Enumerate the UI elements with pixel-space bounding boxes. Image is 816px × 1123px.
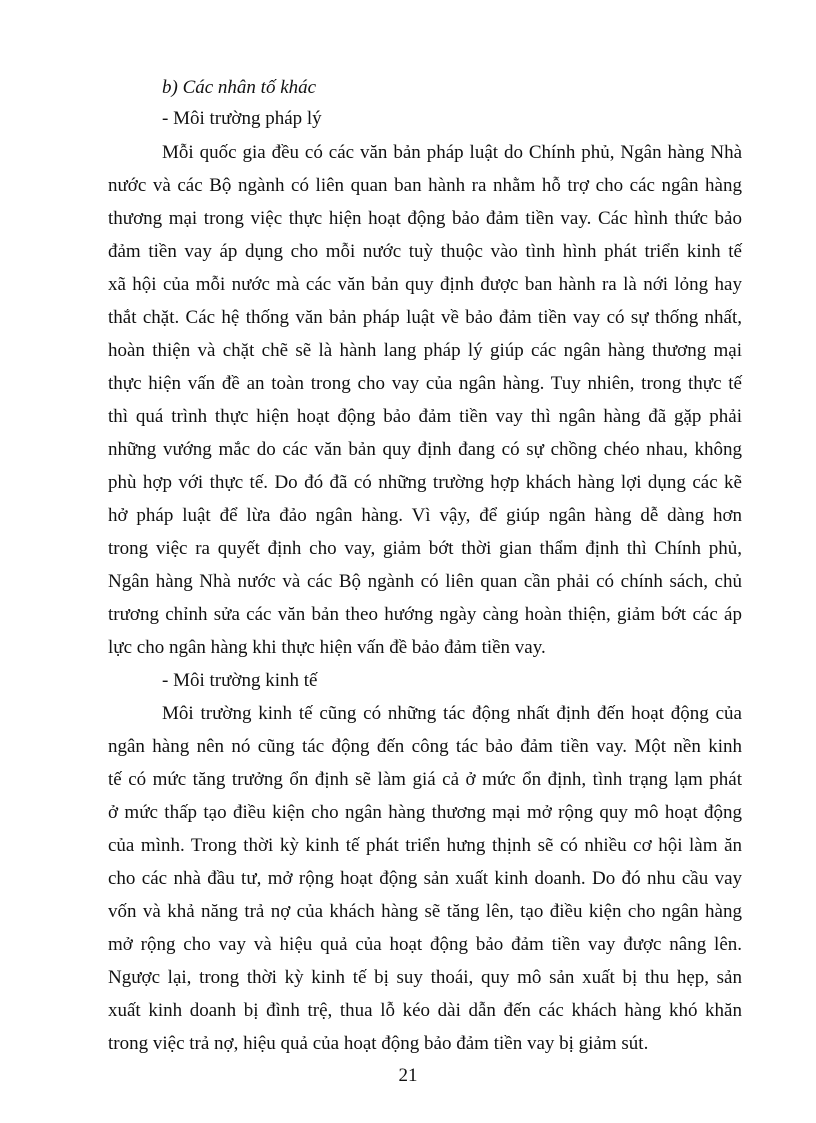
paragraph-line: ngân hàng nên nó cũng tác động đến công tác bảo đảm tiền vay. Một nền kinh xyxy=(108,736,742,757)
paragraph-line: vốn và khả năng trả nợ của khách hàng sẽ tăng lên, tạo điều kiện cho ngân hàng xyxy=(108,901,742,922)
paragraph-line: trương chỉnh sửa các văn bản theo hướng ngày càng hoàn thiện, giảm bớt các áp xyxy=(108,604,742,625)
paragraph-line: lực cho ngân hàng khi thực hiện vấn đề bảo đảm tiền vay. xyxy=(108,637,546,658)
paragraph-line: Ngược lại, trong thời kỳ kinh tế bị suy thoái, quy mô sản xuất bị thu hẹp, sản xyxy=(108,967,742,988)
paragraph-line: hoàn thiện và chặt chẽ sẽ là hành lang pháp lý giúp các ngân hàng thương mại xyxy=(108,340,742,361)
paragraph-line: thương mại trong việc thực hiện hoạt động bảo đảm tiền vay. Các hình thức bảo xyxy=(108,208,742,229)
paragraph-line: thắt chặt. Các hệ thống văn bản pháp luật về bảo đảm tiền vay có sự thống nhất, xyxy=(108,307,742,328)
paragraph-line: nước và các Bộ ngành có liên quan ban hành ra nhằm hỗ trợ cho các ngân hàng xyxy=(108,175,742,196)
subsection-heading-legal: - Môi trường pháp lý xyxy=(162,108,322,129)
paragraph-line: xuất kinh doanh bị đình trệ, thua lỗ kéo dài dẫn đến các khách hàng khó khăn xyxy=(108,1000,742,1021)
paragraph-line: thì quá trình thực hiện hoạt động bảo đảm tiền vay thì ngân hàng đã gặp phải xyxy=(108,406,742,427)
paragraph-line: ở mức thấp tạo điều kiện cho ngân hàng thương mại mở rộng quy mô hoạt động xyxy=(108,802,742,823)
section-heading: b) Các nhân tố khác xyxy=(162,77,317,98)
paragraph-line: cho các nhà đầu tư, mở rộng hoạt động sản xuất kinh doanh. Do đó nhu cầu vay xyxy=(108,868,742,889)
subsection-heading-economic: - Môi trường kinh tế xyxy=(162,670,318,691)
paragraph-line: thực hiện vấn đề an toàn trong cho vay của ngân hàng. Tuy nhiên, trong thực tế xyxy=(108,373,742,394)
paragraph-line: xã hội của mỗi nước mà các văn bản quy định được ban hành ra là nới lỏng hay xyxy=(108,274,742,295)
paragraph-line: trong việc trả nợ, hiệu quả của hoạt động bảo đảm tiền vay bị giảm sút. xyxy=(108,1033,649,1054)
paragraph-line: tế có mức tăng trưởng ổn định sẽ làm giá cả ở mức ổn định, tình trạng lạm phát xyxy=(108,769,742,790)
paragraph-line: trong việc ra quyết định cho vay, giảm bớt thời gian thẩm định thì Chính phủ, xyxy=(108,538,742,559)
paragraph-line: phù hợp với thực tế. Do đó đã có những trường hợp khách hàng lợi dụng các kẽ xyxy=(108,472,742,493)
paragraph-line: mở rộng cho vay và hiệu quả của hoạt động bảo đảm tiền vay được nâng lên. xyxy=(108,934,742,955)
page-number: 21 xyxy=(398,1065,418,1086)
paragraph-line: Môi trường kinh tế cũng có những tác động nhất định đến hoạt động của xyxy=(162,703,742,724)
paragraph-line: Mỗi quốc gia đều có các văn bản pháp luật do Chính phủ, Ngân hàng Nhà xyxy=(162,142,742,163)
paragraph-line: những vướng mắc do các văn bản quy định đang có sự chồng chéo nhau, không xyxy=(108,439,742,460)
paragraph-line: hở pháp luật để lừa đảo ngân hàng. Vì vậy, để giúp ngân hàng dễ dàng hơn xyxy=(108,505,742,526)
paragraph-line: của mình. Trong thời kỳ kinh tế phát triển hưng thịnh sẽ có nhiều cơ hội làm ăn xyxy=(108,835,742,856)
paragraph-line: Ngân hàng Nhà nước và các Bộ ngành có liên quan cần phải có chính sách, chủ xyxy=(108,571,742,592)
paragraph-line: đảm tiền vay áp dụng cho mỗi nước tuỳ thuộc vào tình hình phát triển kinh tế xyxy=(108,241,742,262)
